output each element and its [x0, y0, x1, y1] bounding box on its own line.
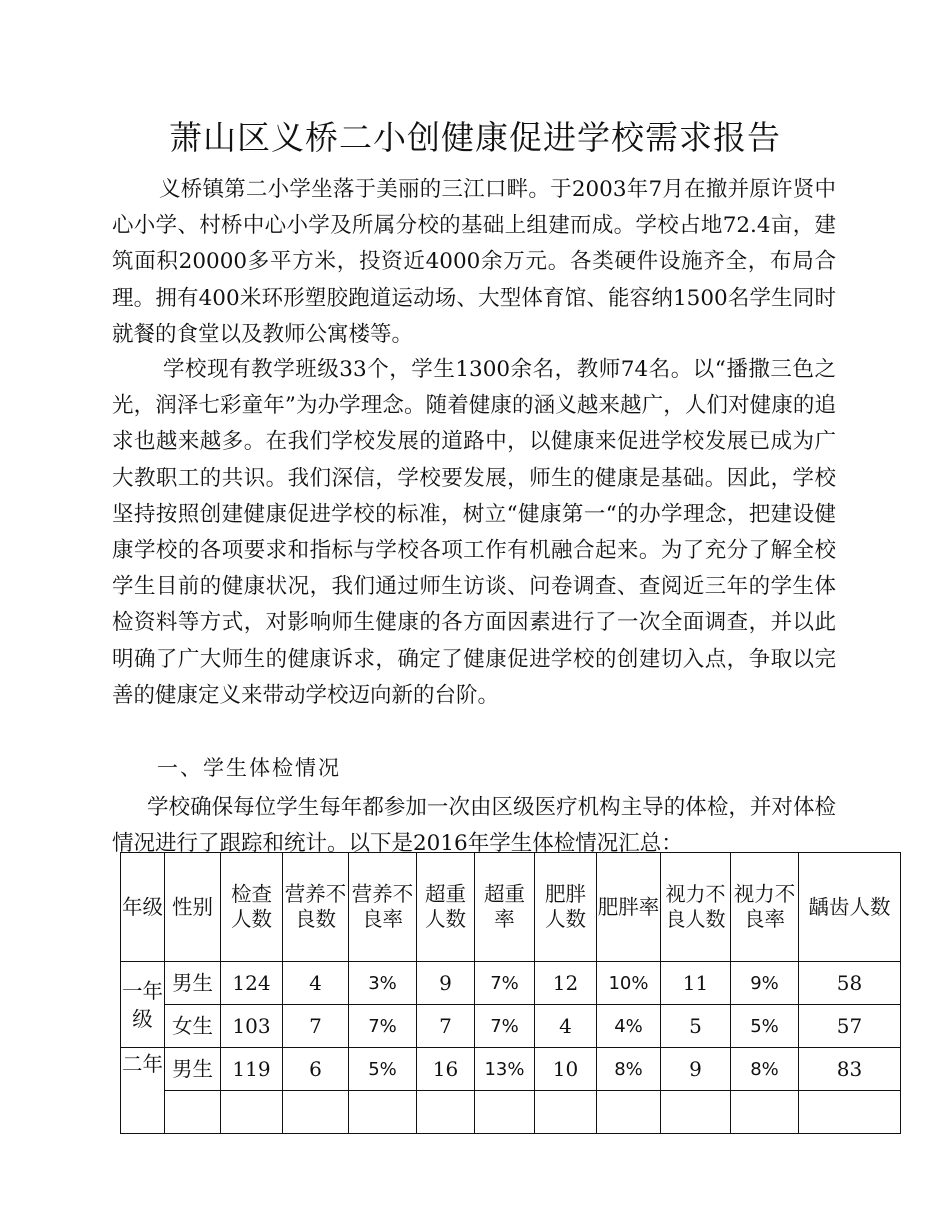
table-row [121, 1091, 901, 1134]
table-cell: 4 [535, 1005, 597, 1048]
table-cell: 119 [221, 1048, 283, 1091]
table-cell: 男生 [165, 962, 221, 1005]
header-cell: 视力不良率 [731, 853, 799, 962]
table-cell: 83 [799, 1048, 901, 1091]
header-cell: 营养不良率 [349, 853, 417, 962]
table-cell [731, 1091, 799, 1134]
table-cell: 8% [597, 1048, 661, 1091]
table-cell: 4% [597, 1005, 661, 1048]
header-cell: 龋齿人数 [799, 853, 901, 962]
grade-cell: 二年 [121, 1048, 165, 1134]
table-cell [349, 1091, 417, 1134]
table-row [121, 1005, 901, 1048]
table-cell: 8% [731, 1048, 799, 1091]
checkup-paragraph: 学校确保每位学生每年都参加一次由区级医疗机构主导的体检，并对体检情况进行了跟踪和统计。以下是2016年学生体检情况汇总： [112, 795, 836, 857]
header-cell: 营养不良数 [283, 853, 349, 962]
table-header-row [121, 853, 901, 962]
table-cell: 7% [475, 1005, 535, 1048]
document-title: 萧山区义桥二小创健康促进学校需求报告 [169, 118, 781, 157]
table-cell [661, 1091, 731, 1134]
health-checkup-table [120, 852, 901, 1134]
table-cell: 5 [661, 1005, 731, 1048]
header-cell: 视力不良人数 [661, 853, 731, 962]
header-cell: 超重人数 [417, 853, 475, 962]
table-cell: 9 [661, 1048, 731, 1091]
table-cell: 7 [283, 1005, 349, 1048]
table-cell: 58 [799, 962, 901, 1005]
table-cell: 103 [221, 1005, 283, 1048]
table-cell: 3% [349, 962, 417, 1005]
header-cell: 超重率 [475, 853, 535, 962]
table-cell: 10 [535, 1048, 597, 1091]
table-cell: 11 [661, 962, 731, 1005]
table-cell [799, 1091, 901, 1134]
header-cell: 检查人数 [221, 853, 283, 962]
table-cell: 124 [221, 962, 283, 1005]
table-cell: 57 [799, 1005, 901, 1048]
table-cell [535, 1091, 597, 1134]
table-cell: 7% [475, 962, 535, 1005]
table-cell: 5% [731, 1005, 799, 1048]
philosophy-paragraph: 学校现有教学班级33个，学生1300余名，教师74名。以“播撒三色之光，润泽七彩童年”为办学理念。随着健康的涵义越来越广，人们对健康的追求也越来越多。在我们学校发展的道路中，以健康来促进学校发展已成为广大教职工的共识。我们深信，学校要发展，师生的健康是基础。因此，学校坚持按照创建健康促进学校的标准，树立“健康第一“的办学理念，把建设健康学校的各项要求和指标与学校各项工作有机融合起来。为了充分了解全校学生目前的健康状况，我们通过师生访谈、问卷调查、查阅近三年的学生体检资料等方式，对影响师生健康的各方面因素进行了一次全面调查，并以此明确了广大师生的健康诉求，确定了健康促进学校的创建切入点，争取以完善的健康定义来带动学校迈向新的台阶。 [112, 357, 836, 708]
table-cell [165, 1091, 221, 1134]
header-cell: 性别 [165, 853, 221, 962]
table-cell [221, 1091, 283, 1134]
table-cell [597, 1091, 661, 1134]
header-cell: 肥胖人数 [535, 853, 597, 962]
table-cell: 16 [417, 1048, 475, 1091]
table-cell: 9% [731, 962, 799, 1005]
intro-paragraph: 义桥镇第二小学坐落于美丽的三江口畔。于2003年7月在撤并原许贤中心小学、村桥中心小学及所属分校的基础上组建而成。学校占地72.4亩，建筑面积20000多平方米，投资近4000余万元。各类硬件设施齐全，布局合理。拥有400米环形塑胶跑道运动场、大型体育馆、能容纳1500名学生同时就餐的食堂以及教师公寓楼等。 [112, 177, 836, 347]
section-heading: 一、学生体检情况 [157, 756, 341, 780]
header-cell: 年级 [121, 853, 165, 962]
table-cell: 12 [535, 962, 597, 1005]
table-row [121, 1048, 901, 1091]
health-table-container [120, 852, 891, 1118]
table-cell: 女生 [165, 1005, 221, 1048]
table-cell: 男生 [165, 1048, 221, 1091]
table-cell: 9 [417, 962, 475, 1005]
table-cell: 7% [349, 1005, 417, 1048]
grade-cell: 一年级 [121, 962, 165, 1048]
table-cell [283, 1091, 349, 1134]
table-row [121, 962, 901, 1005]
table-cell: 13% [475, 1048, 535, 1091]
table-cell: 7 [417, 1005, 475, 1048]
table-cell: 5% [349, 1048, 417, 1091]
table-cell [475, 1091, 535, 1134]
table-cell [417, 1091, 475, 1134]
header-cell: 肥胖率 [597, 853, 661, 962]
table-cell: 4 [283, 962, 349, 1005]
table-cell: 6 [283, 1048, 349, 1091]
table-cell: 10% [597, 962, 661, 1005]
